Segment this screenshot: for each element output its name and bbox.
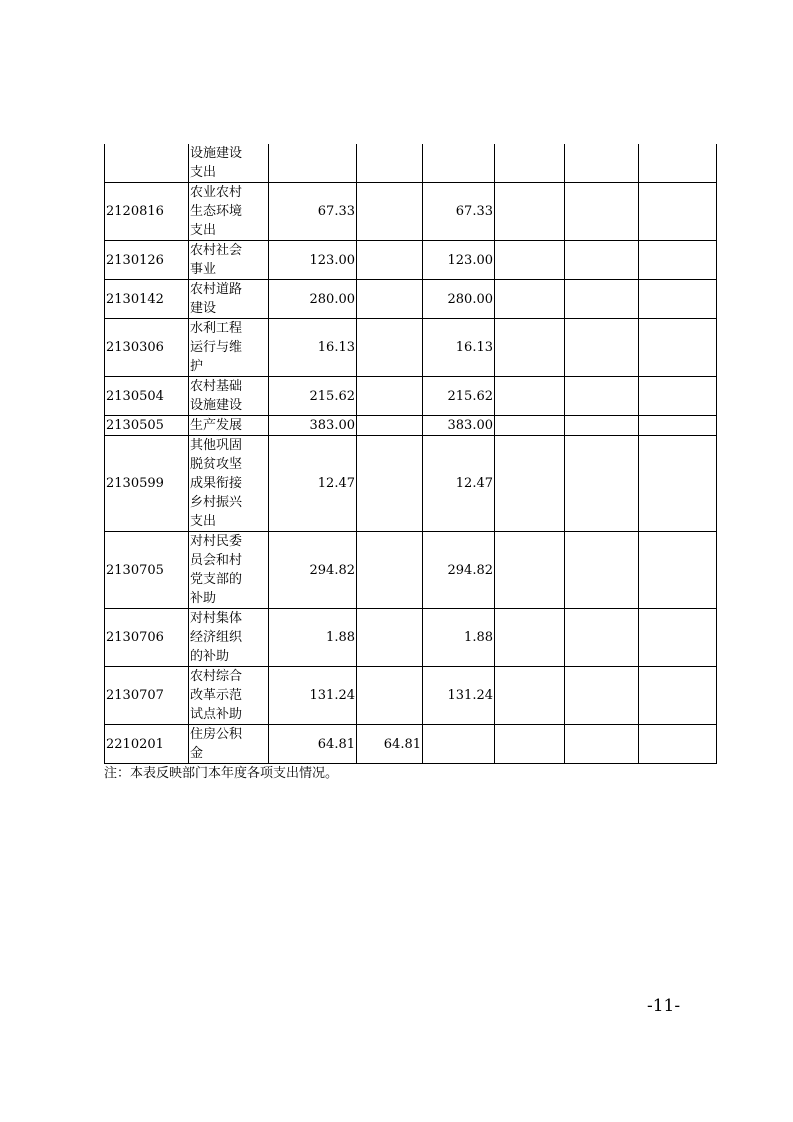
name-cell	[189, 667, 269, 725]
project-cell: 123.00	[423, 241, 495, 280]
name-line: 支出	[190, 223, 217, 238]
name-line: 建设	[190, 301, 217, 316]
project-cell: 294.82	[423, 532, 495, 609]
name-line: 农业农村	[190, 185, 243, 200]
col5-cell	[495, 241, 565, 280]
col6-cell	[565, 280, 639, 319]
col6-cell	[565, 436, 639, 532]
name-cell	[189, 241, 269, 280]
basic-cell	[357, 319, 423, 377]
col6-cell	[565, 725, 639, 764]
name-line: 党支部的	[190, 572, 243, 587]
name-line: 补助	[190, 591, 217, 606]
name-line: 水利工程	[190, 321, 243, 336]
col7-cell	[639, 280, 717, 319]
basic-cell	[357, 609, 423, 667]
project-cell: 280.00	[423, 280, 495, 319]
name-line: 成果衔接	[190, 476, 243, 491]
total-cell	[269, 144, 357, 183]
expenditure-table	[104, 144, 717, 764]
table-body	[105, 144, 717, 764]
name-cell	[189, 377, 269, 416]
name-line: 设施建设	[190, 398, 243, 413]
project-cell: 383.00	[423, 416, 495, 436]
table-row	[105, 183, 717, 241]
name-cell	[189, 725, 269, 764]
total-cell: 280.00	[269, 280, 357, 319]
name-line: 农村道路	[190, 282, 243, 297]
col5-cell	[495, 183, 565, 241]
col7-cell	[639, 183, 717, 241]
name-line: 金	[190, 746, 204, 761]
col5-cell	[495, 436, 565, 532]
project-cell: 16.13	[423, 319, 495, 377]
name-line: 生产发展	[190, 418, 243, 433]
basic-cell	[357, 377, 423, 416]
name-line: 支出	[190, 165, 217, 180]
col5-cell	[495, 609, 565, 667]
col6-cell	[565, 241, 639, 280]
name-line: 生态环境	[190, 204, 243, 219]
name-line: 员会和村	[190, 553, 243, 568]
name-line: 乡村振兴	[190, 495, 243, 510]
col7-cell	[639, 241, 717, 280]
project-cell: 1.88	[423, 609, 495, 667]
code-cell: 2210201	[105, 725, 189, 764]
code-cell: 2130126	[105, 241, 189, 280]
basic-cell	[357, 144, 423, 183]
name-line: 农村综合	[190, 669, 243, 684]
col5-cell	[495, 144, 565, 183]
col5-cell	[495, 319, 565, 377]
name-line: 设施建设	[190, 146, 243, 161]
code-cell	[105, 144, 189, 183]
total-cell: 131.24	[269, 667, 357, 725]
total-cell: 64.81	[269, 725, 357, 764]
name-line: 试点补助	[190, 707, 243, 722]
total-cell: 123.00	[269, 241, 357, 280]
name-cell	[189, 144, 269, 183]
project-cell: 131.24	[423, 667, 495, 725]
col7-cell	[639, 319, 717, 377]
code-cell: 2130504	[105, 377, 189, 416]
name-cell	[189, 532, 269, 609]
col7-cell	[639, 144, 717, 183]
col7-cell	[639, 667, 717, 725]
code-cell: 2130599	[105, 436, 189, 532]
basic-cell	[357, 183, 423, 241]
col6-cell	[565, 144, 639, 183]
col7-cell	[639, 436, 717, 532]
table-row	[105, 319, 717, 377]
col6-cell	[565, 609, 639, 667]
name-line: 农村社会	[190, 243, 243, 258]
name-line: 对村集体	[190, 611, 243, 626]
col6-cell	[565, 319, 639, 377]
name-line: 事业	[190, 262, 217, 277]
basic-cell	[357, 241, 423, 280]
name-cell	[189, 319, 269, 377]
code-cell: 2130306	[105, 319, 189, 377]
total-cell: 1.88	[269, 609, 357, 667]
table-note: 注：本表反映部门本年度各项支出情况。	[104, 766, 339, 781]
basic-cell	[357, 436, 423, 532]
col6-cell	[565, 532, 639, 609]
name-line: 对村民委	[190, 534, 243, 549]
col7-cell	[639, 725, 717, 764]
name-line: 的补助	[190, 649, 230, 664]
total-cell: 67.33	[269, 183, 357, 241]
name-line: 运行与维	[190, 340, 243, 355]
basic-cell	[357, 667, 423, 725]
code-cell: 2130706	[105, 609, 189, 667]
table-row	[105, 241, 717, 280]
col5-cell	[495, 667, 565, 725]
name-cell	[189, 416, 269, 436]
table-row	[105, 609, 717, 667]
total-cell: 383.00	[269, 416, 357, 436]
total-cell: 16.13	[269, 319, 357, 377]
col5-cell	[495, 532, 565, 609]
total-cell: 294.82	[269, 532, 357, 609]
project-cell: 67.33	[423, 183, 495, 241]
col5-cell	[495, 725, 565, 764]
table-row	[105, 667, 717, 725]
name-line: 支出	[190, 514, 217, 529]
project-cell	[423, 725, 495, 764]
table-row	[105, 416, 717, 436]
col6-cell	[565, 416, 639, 436]
col7-cell	[639, 377, 717, 416]
total-cell: 215.62	[269, 377, 357, 416]
col7-cell	[639, 609, 717, 667]
col6-cell	[565, 667, 639, 725]
project-cell: 215.62	[423, 377, 495, 416]
code-cell: 2130505	[105, 416, 189, 436]
name-cell	[189, 609, 269, 667]
name-line: 住房公积	[190, 727, 243, 742]
project-cell	[423, 144, 495, 183]
col7-cell	[639, 532, 717, 609]
name-cell	[189, 280, 269, 319]
name-line: 护	[190, 359, 204, 374]
basic-cell	[357, 280, 423, 319]
name-cell	[189, 183, 269, 241]
code-cell: 2130705	[105, 532, 189, 609]
total-cell: 12.47	[269, 436, 357, 532]
table-row	[105, 144, 717, 183]
col5-cell	[495, 280, 565, 319]
name-line: 农村基础	[190, 379, 243, 394]
project-cell: 12.47	[423, 436, 495, 532]
col5-cell	[495, 416, 565, 436]
code-cell: 2130142	[105, 280, 189, 319]
name-line: 脱贫攻坚	[190, 457, 243, 472]
basic-cell	[357, 416, 423, 436]
code-cell: 2130707	[105, 667, 189, 725]
col6-cell	[565, 377, 639, 416]
table-row	[105, 377, 717, 416]
table-row	[105, 725, 717, 764]
col7-cell	[639, 416, 717, 436]
name-line: 其他巩固	[190, 438, 243, 453]
basic-cell	[357, 532, 423, 609]
page-number: -11-	[647, 996, 681, 1016]
col6-cell	[565, 183, 639, 241]
code-cell: 2120816	[105, 183, 189, 241]
name-line: 经济组织	[190, 630, 243, 645]
basic-cell: 64.81	[357, 725, 423, 764]
name-line: 改革示范	[190, 688, 243, 703]
col5-cell	[495, 377, 565, 416]
table-row	[105, 532, 717, 609]
table-row	[105, 436, 717, 532]
name-cell	[189, 436, 269, 532]
table-row	[105, 280, 717, 319]
